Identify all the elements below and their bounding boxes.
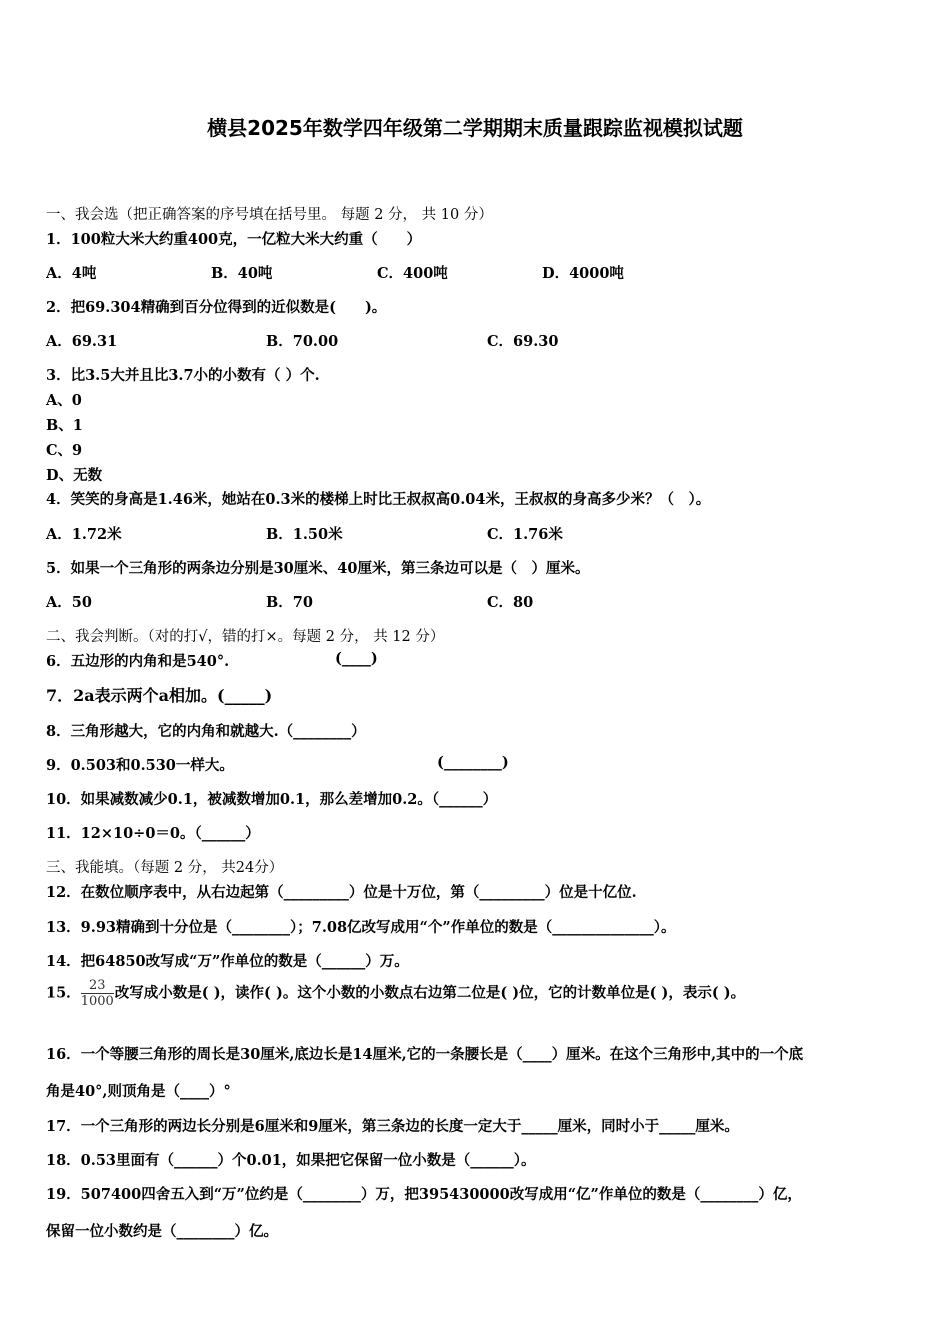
section-heading-1: 一、我会选（把正确答案的序号填在括号里。 每题 2 分， 共 10 分）: [46, 207, 493, 223]
q4-option-a: A．1.72米: [46, 526, 122, 543]
q3-option-d: D、无数: [46, 467, 103, 484]
question-6: 6．五边形的内角和是540°.: [46, 653, 230, 670]
question-3: 3．比3.5大并且比3.7小的小数有（ ）个.: [46, 367, 320, 384]
q1-option-c: C．400吨: [377, 265, 448, 282]
question-16-line-2: 角是40°,则顶角是（____）°: [46, 1083, 231, 1100]
page-title: 横县2025年数学四年级第二学期期末质量跟踪监视模拟试题: [207, 116, 743, 140]
q15-number: 15．: [46, 984, 81, 1002]
q2-option-a: A．69.31: [46, 333, 118, 350]
section-heading-3: 三、我能填。（每题 2 分， 共24分）: [46, 860, 284, 876]
question-19-line-1: 19．507400四舍五入到“万”位约是（________）万，把395430000改写成用“亿”作单位的数是（________）亿，: [46, 1186, 802, 1203]
question-13: 13．9.93精确到十分位是（________）；7.08亿改写成用“个”作单位的数是（______________）。: [46, 919, 676, 936]
q3-option-c: C、9: [46, 442, 83, 459]
question-8: 8．三角形越大，它的内角和就越大.（________）: [46, 723, 366, 740]
question-2: 2．把69.304精确到百分位得到的近似数是( )。: [46, 299, 387, 316]
q15-fraction-denominator: 1000: [80, 994, 114, 1009]
question-12: 12．在数位顺序表中，从右边起第（_________）位是十万位，第（_________）位是十亿位.: [46, 884, 637, 901]
question-1: 1．100粒大米大约重400克，一亿粒大米大约重（ ）: [46, 231, 422, 248]
q6-answer-blank: (____): [335, 650, 378, 667]
q2-option-b: B．70.00: [266, 333, 339, 350]
section-heading-2: 二、我会判断。（对的打√，错的打×。每题 2 分， 共 12 分）: [46, 629, 445, 645]
question-10: 10．如果减数减少0.1，被减数增加0.1，那么差增加0.2。（______）: [46, 791, 498, 808]
question-15: [46, 978, 745, 1009]
q1-option-d: D．4000吨: [542, 265, 624, 282]
q5-option-b: B．70: [266, 594, 313, 611]
q3-option-a: A、0: [46, 392, 82, 409]
question-11: 11．12×10÷0＝0。（______）: [46, 825, 260, 842]
question-18: 18．0.53里面有（______）个0.01，如果把它保留一位小数是（______）。: [46, 1152, 536, 1169]
q4-option-c: C．1.76米: [487, 526, 563, 543]
q1-option-a: A．4吨: [46, 265, 97, 282]
q15-fraction-numerator: 23: [88, 978, 106, 993]
q9-answer-blank: (________): [437, 754, 509, 771]
question-7: 7．2a表示两个a相加。(_____): [46, 686, 273, 705]
q3-option-b: B、1: [46, 417, 83, 434]
question-5: 5．如果一个三角形的两条边分别是30厘米、40厘米，第三条边可以是（ ）厘米。: [46, 560, 590, 577]
question-4: 4．笑笑的身高是1.46米，她站在0.3米的楼梯上时比王叔叔高0.04米，王叔叔的身高多少米？（ ）。: [46, 491, 711, 508]
question-16-line-1: 16．一个等腰三角形的周长是30厘米,底边长是14厘米,它的一条腰长是（____）厘米。在这个三角形中,其中的一个底: [46, 1046, 804, 1063]
q4-option-b: B．1.50米: [266, 526, 343, 543]
q1-option-b: B．40吨: [211, 265, 273, 282]
question-19-line-2: 保留一位小数约是（________）亿。: [46, 1223, 278, 1240]
q2-option-c: C．69.30: [487, 333, 559, 350]
q15-fraction: [81, 978, 114, 1009]
question-17: 17．一个三角形的两边长分别是6厘米和9厘米，第三条边的长度一定大于_____厘米，同时小于_____厘米。: [46, 1118, 739, 1135]
q15-text: 改写成小数是( )，读作( )。这个小数的小数点右边第二位是( )位，它的计数单位是( )，表示( )。: [114, 984, 746, 1002]
question-9: 9．0.503和0.530一样大。: [46, 757, 234, 774]
q5-option-a: A．50: [46, 594, 92, 611]
question-14: 14．把64850改写成“万”作单位的数是（______）万。: [46, 953, 409, 970]
q5-option-c: C．80: [487, 594, 534, 611]
